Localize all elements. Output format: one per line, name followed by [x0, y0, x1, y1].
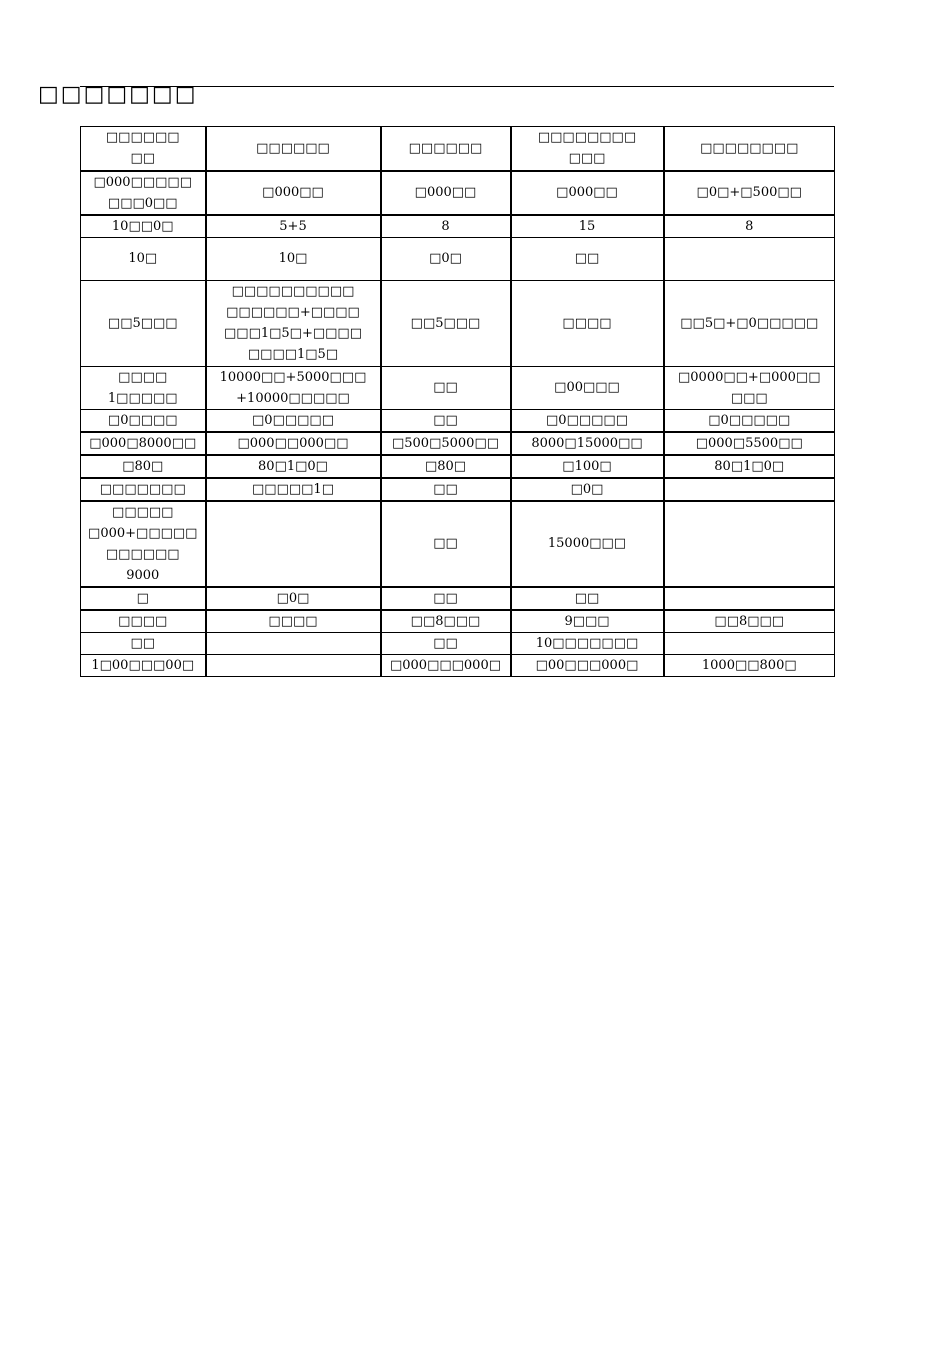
- table-row: [81, 127, 835, 171]
- table-cell: □□: [81, 632, 206, 654]
- table-cell: □00□□□: [511, 366, 664, 409]
- table-cell: □□: [381, 366, 511, 409]
- table-row: [81, 432, 835, 455]
- table-cell: 8000□15000□□: [511, 432, 664, 455]
- table-cell: □□: [381, 501, 511, 587]
- table-row: [81, 501, 835, 587]
- table-cell: [206, 654, 381, 676]
- table-cell: □□5□□□: [81, 280, 206, 366]
- table-cell: □□□□ 1□□□□□: [81, 366, 206, 409]
- table-cell: □000□□: [381, 171, 511, 215]
- table-cell: □□□□: [511, 280, 664, 366]
- table-cell: [664, 632, 835, 654]
- table-row: [81, 171, 835, 215]
- table-cell: 9□□□: [511, 610, 664, 633]
- table-cell: □000□□□□□ □□□0□□: [81, 171, 206, 215]
- table-row: [81, 587, 835, 610]
- table-cell: □000□□: [206, 171, 381, 215]
- table-cell: 1000□□800□: [664, 654, 835, 676]
- table-cell: □□: [381, 409, 511, 432]
- table-cell: □□□□: [206, 610, 381, 633]
- table-cell: □0□: [511, 478, 664, 501]
- table-cell: 8: [381, 215, 511, 238]
- table-cell: □0□□□□□: [511, 409, 664, 432]
- table-cell: □□□□□□: [206, 127, 381, 171]
- table-row: [81, 366, 835, 409]
- table-cell: 8: [664, 215, 835, 238]
- table-cell: □□8□□□: [381, 610, 511, 633]
- table-cell: □0□□□□□: [206, 409, 381, 432]
- table-cell: □: [81, 587, 206, 610]
- table-cell: □500□5000□□: [381, 432, 511, 455]
- table-row: [81, 237, 835, 280]
- table-cell: □□□□□□□□: [664, 127, 835, 171]
- table-cell: [664, 237, 835, 280]
- document-title: □□□□□□□: [38, 82, 198, 107]
- table-cell: □0□□□□: [81, 409, 206, 432]
- table-cell: 1□00□□□00□: [81, 654, 206, 676]
- table-cell: 10000□□+5000□□□ +10000□□□□□: [206, 366, 381, 409]
- table-cell: 80□1□0□: [206, 455, 381, 478]
- table-cell: □□: [511, 237, 664, 280]
- table-cell: 5+5: [206, 215, 381, 238]
- table-row: [81, 478, 835, 501]
- comparison-table: [80, 126, 835, 677]
- table-cell: □□□□□□: [381, 127, 511, 171]
- table-cell: □80□: [381, 455, 511, 478]
- table-cell: 80□1□0□: [664, 455, 835, 478]
- table-cell: □000□□: [511, 171, 664, 215]
- table-cell: 10□□□□□□□: [511, 632, 664, 654]
- table-cell: □000□□000□□: [206, 432, 381, 455]
- table-cell: [664, 478, 835, 501]
- table-cell: □□: [381, 478, 511, 501]
- table-row: [81, 409, 835, 432]
- table-cell: 10□: [81, 237, 206, 280]
- table-cell: □0□: [206, 587, 381, 610]
- table-cell: 10□□0□: [81, 215, 206, 238]
- table-cell: □□5□□□: [381, 280, 511, 366]
- table-cell: □□□□□□□: [81, 478, 206, 501]
- table-cell: 15000□□□: [511, 501, 664, 587]
- table-cell: □0□□□□□: [664, 409, 835, 432]
- table-row: [81, 632, 835, 654]
- table-cell: [206, 501, 381, 587]
- table-cell: □□: [381, 587, 511, 610]
- table-row: [81, 215, 835, 238]
- table-cell: □□□□□1□: [206, 478, 381, 501]
- table-cell: □□8□□□: [664, 610, 835, 633]
- table-cell: □□□□□□ □□: [81, 127, 206, 171]
- table-cell: □000□5500□□: [664, 432, 835, 455]
- table-row: [81, 610, 835, 633]
- table-cell: □000□□□000□: [381, 654, 511, 676]
- table-row: [81, 280, 835, 366]
- table-cell: 15: [511, 215, 664, 238]
- table-cell: □□: [511, 587, 664, 610]
- table-cell: □□: [381, 632, 511, 654]
- table-cell: □100□: [511, 455, 664, 478]
- title-rule: [80, 86, 834, 87]
- table-cell: □□□□□ □000+□□□□□ □□□□□□ 9000: [81, 501, 206, 587]
- table-cell: □80□: [81, 455, 206, 478]
- table-cell: □□5□+□0□□□□□: [664, 280, 835, 366]
- table-cell: 10□: [206, 237, 381, 280]
- table-row: [81, 654, 835, 676]
- table-cell: □00□□□000□: [511, 654, 664, 676]
- table-cell: □000□8000□□: [81, 432, 206, 455]
- table-cell: [664, 587, 835, 610]
- table-cell: □□□□□□□□□□ □□□□□□+□□□□ □□□1□5□+□□□□ □□□□1□5□: [206, 280, 381, 366]
- table-cell: □0000□□+□000□□ □□□: [664, 366, 835, 409]
- table-cell: □0□: [381, 237, 511, 280]
- table-cell: □0□+□500□□: [664, 171, 835, 215]
- table-row: [81, 455, 835, 478]
- table-cell: □□□□: [81, 610, 206, 633]
- table-cell: [664, 501, 835, 587]
- table-cell: [206, 632, 381, 654]
- table-cell: □□□□□□□□ □□□: [511, 127, 664, 171]
